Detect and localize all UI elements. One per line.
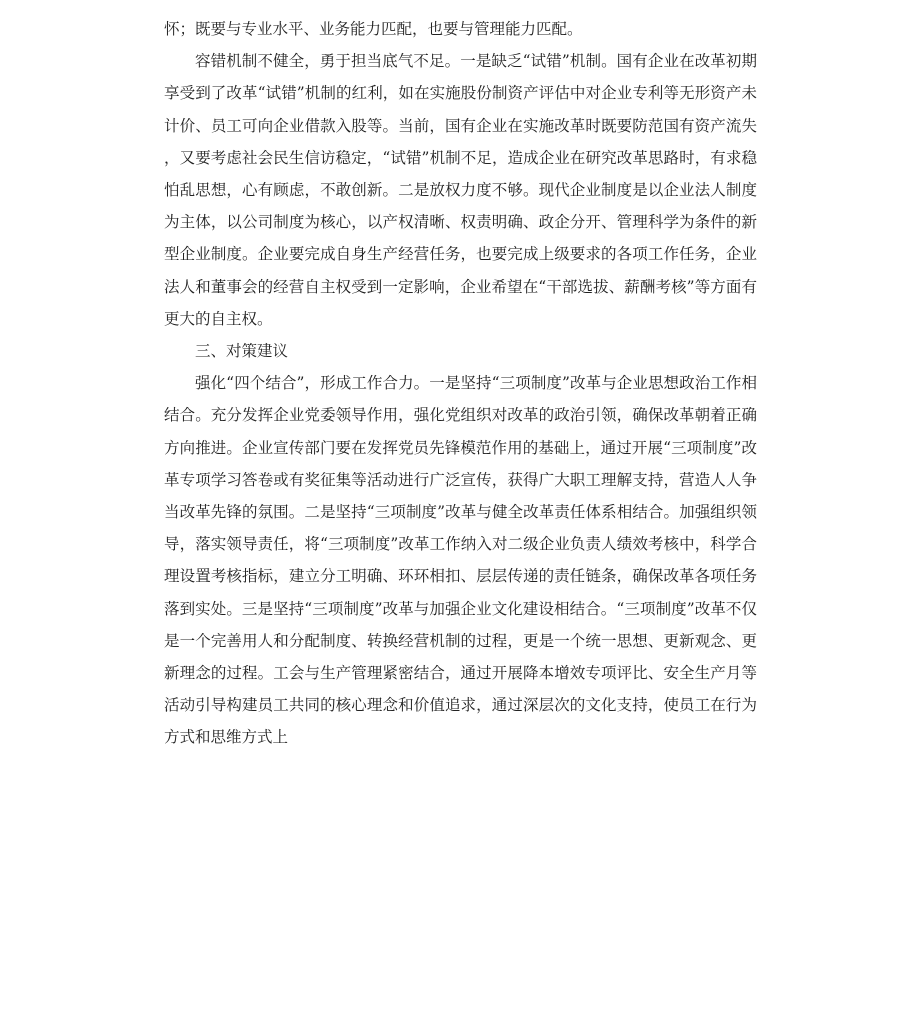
section-heading: 三、对策建议: [195, 342, 289, 361]
paragraph-continuation: 怀；既要与专业水平、业务能力匹配，也要与管理能力匹配。: [164, 20, 583, 38]
paragraph-four-combinations: 强化“四个结合”，形成工作合力。一是坚持“三项制度”改革与企业思想政治工作相结合。充分发挥企业党委领导作用，强化党组织对改革的政治引领，确保改革朝着正确方向推进。企业宣传部门要在发挥党员先锋模范作用的基础上，通过开展“三项制度”改革专项学习答卷或有奖征集等活动进行广泛宣传，获得广大职工理解支持，营造人人争当改革先锋的氛围。二是坚持“三项制度”改革与健全改革责任体系相结合。加强组织领导，落实领导责任，将“三项制度”改革工作纳入对二级企业负责人绩效考核中，科学合理设置考核指标，建立分工明确、环环相扣、层层传递的责任链条，确保改革各项任务落到实处。三是坚持“三项制度”改革与加强企业文化建设相结合。“三项制度”改革不仅是一个完善用人和分配制度、转换经营机制的过程，更是一个统一思想、更新观念、更新理念的过程。工会与生产管理紧密结合，通过开展降本增效专项评比、安全生产月等活动引导构建员工共同的核心理念和价值追求，通过深层次的文化支持，使员工在行为方式和思维方式上: [164, 374, 757, 747]
paragraph-fault-tolerance: 容错机制不健全，勇于担当底气不足。一是缺乏“试错”机制。国有企业在改革初期享受到了改革“试错”机制的红利，如在实施股份制资产评估中对企业专利等无形资产未计价、员工可向企业借款入股等。当前，国有企业在实施改革时既要防范国有资产流失，又要考虑社会民生信访稳定，“试错”机制不足，造成企业在研究改革思路时，有求稳怕乱思想，心有顾虑，不敢创新。二是放权力度不够。现代企业制度是以企业法人制度为主体，以公司制度为核心，以产权清晰、权责明确、政企分开、管理科学为条件的新型企业制度。企业要完成自身生产经营任务，也要完成上级要求的各项工作任务，企业法人和董事会的经营自主权受到一定影响，企业希望在“干部选拔、薪酬考核”等方面有更大的自主权。: [164, 52, 757, 328]
document-page: [164, 13, 757, 754]
